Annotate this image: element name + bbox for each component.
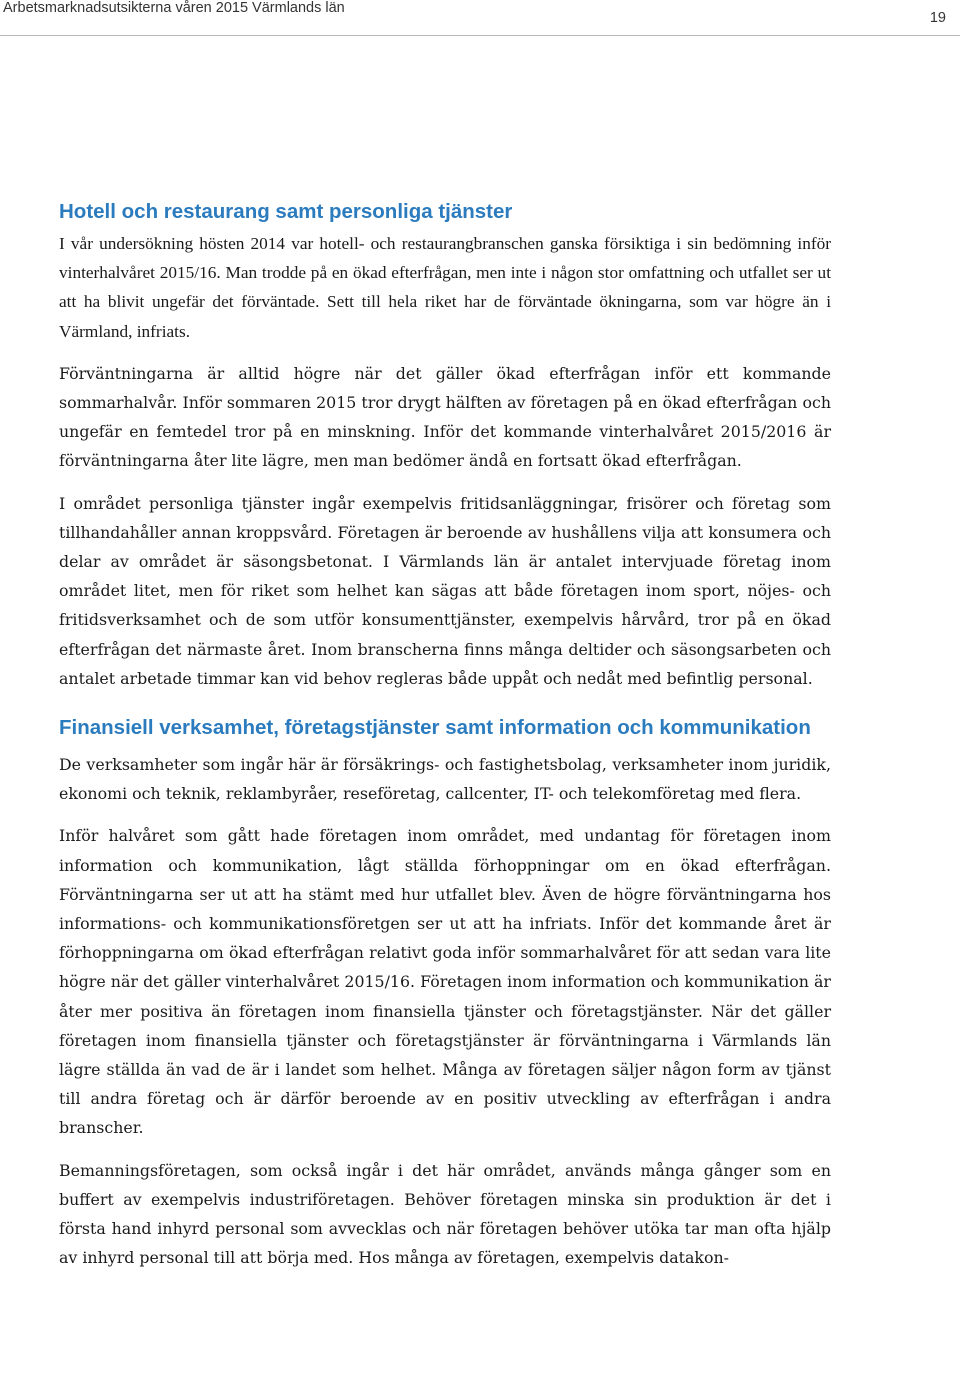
header-divider bbox=[0, 35, 960, 36]
paragraph: De verksamheter som ingår här är försäkrings- och fastighetsbolag, verksamheter inom juridik, ekonomi och teknik, reklambyråer, reseföretag, callcenter, IT- och telekomföretag med flera. bbox=[59, 755, 831, 804]
document-body bbox=[59, 198, 831, 1286]
paragraph: I området personliga tjänster ingår exempelvis fritidsanläggningar, frisörer och företag som tillhandahåller annan kroppsvård. Företagen är beroende av hushållens vilja att konsumera och delar av området är säsongsbetonat. I Värmlands län är antalet intervjuade företag inom området litet, men för riket som helhet kan sägas att både företagen inom sport, nöjes- och fritidsverksamhet och de som utför konsumenttjänster, exempelvis hårvård, tror på en ökad efterfrågan det närmaste året. Inom branscherna finns många deltider och säsongsarbeten och antalet arbetade timmar kan vid behov regleras både uppåt och nedåt med befintlig personal. bbox=[59, 493, 831, 688]
running-title: Arbetsmarknadsutsikterna våren 2015 Värmlands län bbox=[3, 0, 345, 16]
section-hotell-restaurang bbox=[59, 198, 831, 693]
paragraph: Bemanningsföretagen, som också ingår i det här området, används många gånger som en buffert av exempelvis industriföretagen. Behöver företagen minska sin produktion är det i första hand inhyrd personal som avvecklas och när företagen behöver utöka tar man ofta hjälp av inhyrd personal till att börja med. Hos många av företagen, exempelvis datakon- bbox=[59, 1160, 831, 1268]
section-finansiell-verksamhet bbox=[59, 714, 831, 1272]
section-heading: Hotell och restaurang samt personliga tjänster bbox=[59, 200, 513, 223]
paragraph: I vår undersökning hösten 2014 var hotell- och restaurangbranschen ganska försiktiga i sin bedömning inför vinterhalvåret 2015/16. Man trodde på en ökad efterfrågan, men inte i någon stor omfattning och utfallet ser ut att ha blivit ungefär det förväntade. Sett till hela riket har de förväntade ökningarna, som var högre än i Värmland, infriats. bbox=[59, 234, 831, 341]
page-header bbox=[0, 0, 960, 36]
paragraph: Förväntningarna är alltid högre när det gäller ökad efterfrågan inför ett kommande sommarhalvår. Inför sommaren 2015 tror drygt hälften av företagen på en ökad efterfrågan och ungefär en femtedel tror på en minskning. Inför det kommande vinterhalvåret 2015/2016 är förväntningarna åter lite lägre, men man bedömer ändå en fortsatt ökad efterfrågan. bbox=[59, 363, 831, 471]
paragraph: Inför halvåret som gått hade företagen inom området, med undantag för företagen inom information och kommunikation, lågt ställda förhoppningar om en ökad efterfrågan. Förväntningarna ser ut att ha stämt med hur utfallet blev. Även de högre förväntningarna hos informations- och kommunikationsföretgen ser ut att ha infriats. Inför det kommande året är förhoppningarna om ökad efterfrågan relativt goda inför sommarhalvåret för att sedan vara lite högre när det gäller vinterhalvåret 2015/16. Företagen inom information och kommunikation är åter mer positiva än företagen inom finansiella tjänster och företagstjänster. När det gäller företagen inom finansiella tjänster och företagstjänster är förväntningarna i Värmlands län lägre ställda än vad de är i landet som helhet. Många av företagen säljer någon form av tjänst till andra företag och är därför beroende av en positiv utveckling av efterfrågan i andra branscher. bbox=[59, 826, 831, 1138]
page-number: 19 bbox=[929, 10, 946, 26]
section-heading: Finansiell verksamhet, företagstjänster samt information och kommunikation bbox=[59, 716, 811, 740]
